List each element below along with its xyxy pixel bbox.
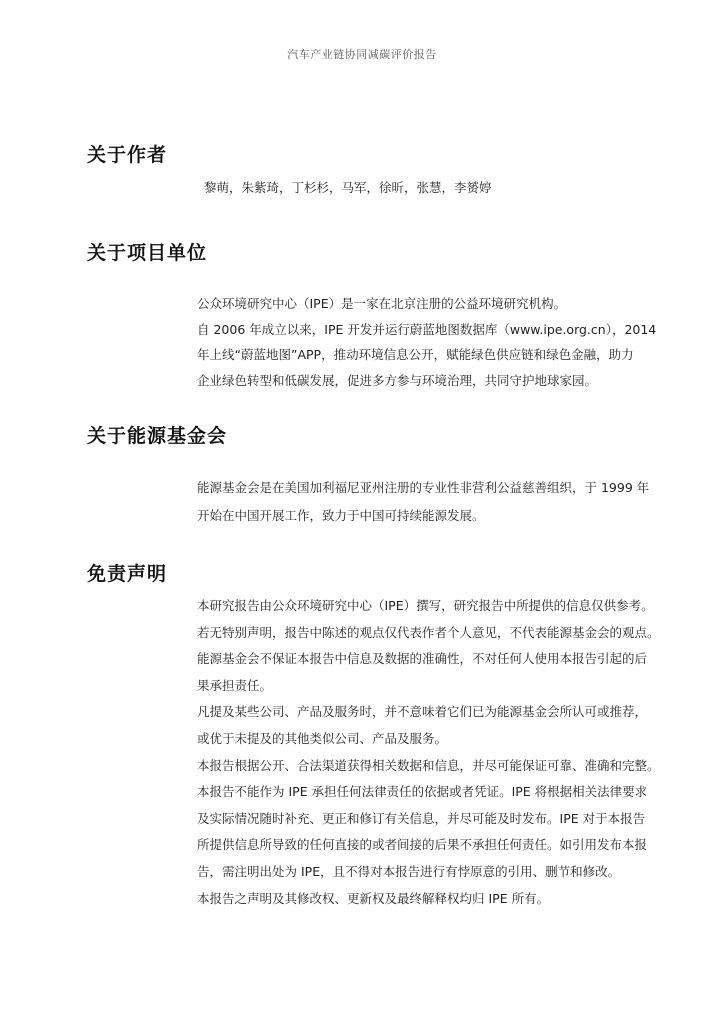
- disclaimer-line: 凡提及某些公司、产品及服务时，并不意味着它们已为能源基金会所认可或推荐，: [197, 704, 648, 720]
- organization-line: 公众环境研究中心（IPE）是一家在北京注册的公益环境研究机构。: [197, 296, 567, 311]
- disclaimer-line: 能源基金会不保证本报告中信息及数据的准确性，不对任何人使用本报告引起的后: [197, 651, 648, 667]
- authors-paragraph: [204, 179, 652, 197]
- disclaimer-line: 或优于未提及的其他类似公司、产品及服务。: [197, 730, 448, 746]
- foundation-line: 能源基金会是在美国加利福尼亚州注册的专业性非营利公益慈善组织，于 1999 年: [197, 480, 650, 495]
- section-title-foundation: 关于能源基金会: [87, 425, 228, 447]
- organization-line: 年上线“蔚蓝地图”APP，推动环境信息公开，赋能绿色供应链和绿色金融，助力: [197, 347, 634, 362]
- disclaimer-line: 果承担责任。: [197, 677, 273, 693]
- disclaimer-line: 所提供信息所导致的任何直接的或者间接的后果不承担任何责任。如引用发布本报: [197, 837, 648, 853]
- disclaimer-line: 本报告之声明及其修改权、更新权及最终解释权均归 IPE 所有。: [197, 890, 550, 906]
- disclaimer-line: 本研究报告由公众环境研究中心（IPE）撰写，研究报告中所提供的信息仅供参考。: [197, 598, 654, 613]
- organization-line: 企业绿色转型和低碳发展，促进多方参与环境治理，共同守护地球家园。: [197, 372, 598, 388]
- foundation-paragraph: [197, 474, 650, 529]
- disclaimer-line: 本报告根据公开、合法渠道获得相关数据和信息，并尽可能保证可靠、准确和完整。: [197, 757, 660, 773]
- organization-line: 自 2006 年成立以来，IPE 开发并运行蔚蓝地图数据库（www.ipe.org.cn），2014: [197, 321, 657, 337]
- disclaimer-line: 本报告不能作为 IPE 承担任何法律责任的依据或者凭证。IPE 将根据相关法律要求: [197, 784, 648, 800]
- disclaimer-paragraph: [197, 593, 660, 912]
- foundation-line: 开始在中国开展工作，致力于中国可持续能源发展。: [197, 507, 485, 523]
- section-title-authors: 关于作者: [87, 144, 168, 166]
- section-title-disclaimer: 免责声明: [87, 563, 168, 585]
- disclaimer-line: 告，需注明出处为 IPE，且不得对本报告进行有悖原意的引用、删节和修改。: [197, 863, 621, 879]
- section-title-organization: 关于项目单位: [87, 242, 208, 264]
- organization-paragraph: [197, 291, 657, 393]
- page-header: 汽车产业链协同减碳评价报告: [287, 48, 437, 61]
- author-names: 黎萌，朱紫琦，丁杉杉，马军，徐昕，张慧，李赟婷: [204, 180, 492, 195]
- disclaimer-line: 若无特别声明，报告中陈述的观点仅代表作者个人意见，不代表能源基金会的观点。: [197, 624, 660, 640]
- disclaimer-line: 及实际情况随时补充、更正和修订有关信息，并尽可能及时发布。IPE 对于本报告: [197, 810, 646, 826]
